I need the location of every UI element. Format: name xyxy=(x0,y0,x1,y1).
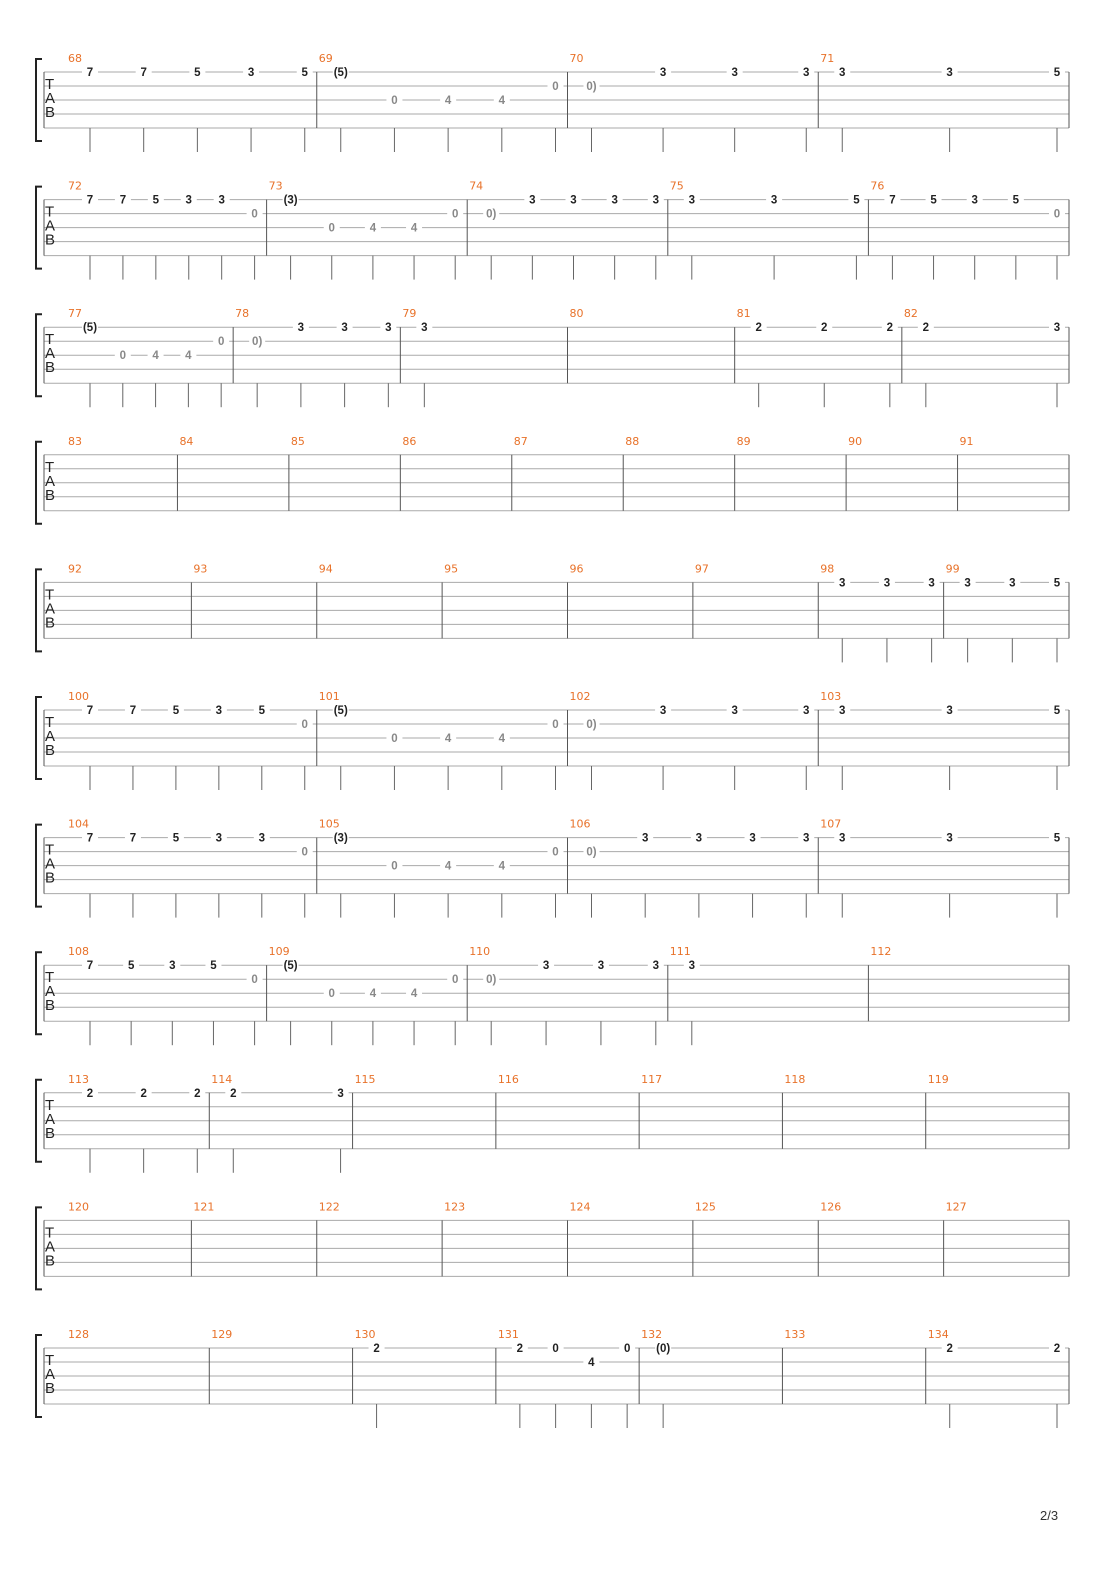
fret-number: 0 xyxy=(328,222,335,235)
system-bracket xyxy=(36,952,42,1034)
measure-number: 84 xyxy=(179,434,194,448)
measure-number: 92 xyxy=(68,562,82,576)
fret-number: 2 xyxy=(140,1087,147,1100)
measure-number: 93 xyxy=(193,562,208,576)
fret-number: 3 xyxy=(946,832,953,845)
measure-number: 108 xyxy=(68,945,89,959)
fret-number: 2 xyxy=(922,322,930,335)
measure-number: 100 xyxy=(68,690,89,703)
measure-number: 130 xyxy=(354,1328,376,1341)
fret-number: 7 xyxy=(129,705,137,717)
tab-clef-letter: A xyxy=(45,472,56,490)
fret-number: 7 xyxy=(86,705,94,717)
measure-number: 120 xyxy=(68,1200,89,1214)
fret-number: 5 xyxy=(1012,194,1020,207)
system-bracket xyxy=(36,1207,42,1289)
fret-number: 3 xyxy=(652,194,660,207)
measure-number: 128 xyxy=(68,1328,89,1341)
fret-number: 2 xyxy=(1053,1343,1061,1355)
measure-number: 69 xyxy=(318,52,333,65)
fret-number: 3 xyxy=(883,577,891,590)
fret-number: 0 xyxy=(391,733,398,745)
tab-clef-letter: B xyxy=(45,231,56,249)
measure-number: 119 xyxy=(927,1072,949,1086)
fret-number: 2 xyxy=(821,322,828,335)
fret-number: 0 xyxy=(552,81,559,93)
measure-number: 109 xyxy=(268,945,290,959)
measure-number: 116 xyxy=(497,1072,519,1086)
fret-number: (5) xyxy=(333,67,348,79)
tab-system xyxy=(36,818,1069,918)
fret-number: 5 xyxy=(1053,832,1061,845)
fret-number: 7 xyxy=(86,960,94,973)
measure-number: 132 xyxy=(641,1328,663,1341)
measure-number: 106 xyxy=(569,817,591,831)
measure-number: 95 xyxy=(444,562,459,576)
fret-number: 4 xyxy=(498,860,506,873)
system-bracket xyxy=(36,697,42,779)
measure-number: 101 xyxy=(318,690,340,703)
tab-clef-letter: B xyxy=(45,486,56,504)
fret-number: 3 xyxy=(749,832,756,845)
tab-clef-letter: A xyxy=(45,728,56,745)
fret-number: 2 xyxy=(86,1087,94,1100)
fret-number: 3 xyxy=(839,67,846,79)
fret-number: 5 xyxy=(301,67,308,79)
tab-clef-letter: T xyxy=(45,1224,55,1242)
tab-clef-letter: B xyxy=(45,1124,56,1142)
tab-clef-letter: B xyxy=(45,742,56,759)
measure-number: 127 xyxy=(945,1200,967,1214)
fret-number: 7 xyxy=(86,194,94,207)
system-bracket xyxy=(36,314,42,396)
fret-number: 3 xyxy=(297,322,305,335)
fret-number: 2 xyxy=(886,322,894,335)
fret-number: 3 xyxy=(1009,577,1016,590)
system-bracket xyxy=(36,59,42,141)
fret-number: 3 xyxy=(641,832,649,845)
tab-clef-letter: A xyxy=(45,217,56,235)
fret-number: 3 xyxy=(946,705,953,717)
fret-number: 3 xyxy=(770,194,778,207)
fret-number: 0 xyxy=(552,719,559,731)
fret-number: 3 xyxy=(529,194,536,207)
fret-number: 3 xyxy=(839,832,846,845)
fret-number: 5 xyxy=(172,705,180,717)
measure-number: 91 xyxy=(959,434,974,448)
fret-number: 7 xyxy=(119,194,127,207)
tab-system xyxy=(36,945,1069,1045)
measure-number: 114 xyxy=(211,1072,233,1086)
tab-system xyxy=(36,1328,1069,1428)
tab-clef-letter: T xyxy=(45,586,55,604)
fret-number: 3 xyxy=(803,705,810,717)
fret-number: 2 xyxy=(516,1343,524,1355)
tab-clef-letter: A xyxy=(45,1110,56,1128)
measure-number: 104 xyxy=(68,817,89,831)
fret-number: 0 xyxy=(552,1343,559,1355)
fret-number: 5 xyxy=(930,194,937,207)
tab-system xyxy=(36,435,1069,524)
measure-number: 112 xyxy=(870,945,892,959)
fret-number: (3) xyxy=(283,194,298,207)
measure-number: 77 xyxy=(68,307,82,321)
fret-number: 7 xyxy=(889,194,896,207)
measure-number: 131 xyxy=(497,1328,519,1341)
fret-number: 3 xyxy=(341,322,348,335)
measure-number: 122 xyxy=(318,1200,340,1214)
tab-clef-letter: A xyxy=(45,1238,56,1256)
tab-clef-letter: B xyxy=(45,997,56,1015)
fret-number: 4 xyxy=(444,733,452,745)
fret-number: 0 xyxy=(552,846,559,859)
measure-number: 88 xyxy=(625,434,640,448)
fret-number: 0 xyxy=(391,95,398,107)
system-bracket xyxy=(36,442,42,524)
fret-number: 5 xyxy=(1053,577,1061,590)
fret-number: 2 xyxy=(373,1343,380,1355)
fret-number: 3 xyxy=(542,960,550,973)
measure-number: 83 xyxy=(68,434,82,448)
system-bracket xyxy=(36,1080,42,1162)
measure-number: 96 xyxy=(569,562,584,576)
measure-number: 90 xyxy=(848,434,863,448)
fret-number: 4 xyxy=(369,222,377,235)
measure-number: 87 xyxy=(513,434,528,448)
measure-number: 103 xyxy=(820,690,842,703)
fret-number: 3 xyxy=(1053,322,1061,335)
fret-number: 4 xyxy=(410,222,418,235)
fret-number: 3 xyxy=(215,832,223,845)
fret-number: 7 xyxy=(86,67,94,79)
tab-clef-letter: A xyxy=(45,600,56,618)
fret-number: 3 xyxy=(169,960,176,973)
fret-number: 3 xyxy=(839,577,846,590)
tab-clef-letter: T xyxy=(45,714,55,731)
tab-clef-letter: A xyxy=(45,90,56,107)
fret-number: 4 xyxy=(498,95,506,107)
fret-number: 3 xyxy=(659,67,667,79)
tab-clef-letter: B xyxy=(45,104,56,121)
fret-number: 4 xyxy=(498,733,506,745)
fret-number: 7 xyxy=(140,67,147,79)
fret-number: 3 xyxy=(731,705,738,717)
fret-number: 0 xyxy=(301,846,308,859)
fret-number: 4 xyxy=(152,350,159,363)
tab-clef-letter: T xyxy=(45,203,55,221)
fret-number: 3 xyxy=(803,832,810,845)
fret-number: 3 xyxy=(185,194,192,207)
tab-system xyxy=(36,307,1069,407)
fret-number: 5 xyxy=(853,194,860,207)
fret-number: 5 xyxy=(194,67,201,79)
measure-number: 125 xyxy=(694,1200,716,1214)
fret-number: (0) xyxy=(656,1343,671,1355)
fret-number: 3 xyxy=(659,705,667,717)
fret-number: 3 xyxy=(215,705,223,717)
fret-number: 5 xyxy=(1053,67,1061,79)
fret-number: 7 xyxy=(129,832,137,845)
fret-number: 4 xyxy=(410,988,418,1001)
fret-number: 3 xyxy=(928,577,935,590)
fret-number: 3 xyxy=(247,67,255,79)
tab-clef-letter: A xyxy=(45,1366,56,1383)
tab-clef-letter: T xyxy=(45,969,55,987)
fret-number: (3) xyxy=(333,832,348,845)
measure-number: 126 xyxy=(820,1200,842,1214)
fret-number: 0 xyxy=(301,719,308,731)
tab-clef-letter: A xyxy=(45,855,56,873)
fret-number: 4 xyxy=(444,860,452,873)
tab-clef-letter: B xyxy=(45,1380,56,1397)
measure-number: 76 xyxy=(870,179,885,193)
measure-number: 82 xyxy=(903,307,918,321)
measure-number: 72 xyxy=(68,179,82,193)
fret-number: 3 xyxy=(385,322,392,335)
fret-number: 3 xyxy=(652,960,660,973)
measure-number: 121 xyxy=(193,1200,215,1214)
fret-number: 4 xyxy=(185,350,192,363)
fret-number: 3 xyxy=(611,194,618,207)
tab-clef-letter: T xyxy=(45,76,55,93)
fret-number: 2 xyxy=(230,1087,237,1100)
fret-number: 5 xyxy=(258,705,266,717)
measure-number: 113 xyxy=(68,1072,89,1086)
fret-number: (5) xyxy=(333,705,348,717)
measure-number: 105 xyxy=(318,817,340,831)
fret-number: 0 xyxy=(1053,208,1061,221)
measure-number: 79 xyxy=(402,307,417,321)
fret-number: 2 xyxy=(946,1343,953,1355)
system-bracket xyxy=(36,187,42,269)
fret-number: 4 xyxy=(369,988,377,1001)
fret-number: 3 xyxy=(731,67,738,79)
fret-number: 0) xyxy=(586,846,597,859)
fret-number: 4 xyxy=(444,95,452,107)
measure-number: 102 xyxy=(569,690,591,703)
fret-number: 2 xyxy=(194,1087,201,1100)
tab-system xyxy=(36,1073,1069,1173)
measure-number: 124 xyxy=(569,1200,591,1214)
tab-clef-letter: T xyxy=(45,458,55,476)
measure-number: 71 xyxy=(820,52,835,65)
measure-number: 99 xyxy=(945,562,960,576)
system-bracket xyxy=(36,1335,42,1417)
measure-number: 78 xyxy=(235,307,250,321)
fret-number: 3 xyxy=(258,832,266,845)
fret-number: 3 xyxy=(971,194,978,207)
fret-number: 0 xyxy=(391,860,398,873)
fret-number: 5 xyxy=(1053,705,1061,717)
system-bracket xyxy=(36,825,42,907)
tab-clef-letter: T xyxy=(45,1352,55,1369)
measure-number: 94 xyxy=(318,562,333,576)
tab-clef-letter: B xyxy=(45,1252,56,1270)
fret-number: 7 xyxy=(86,832,94,845)
fret-number: 0 xyxy=(217,336,225,349)
tab-clef-letter: B xyxy=(45,359,56,377)
fret-number: 0 xyxy=(119,350,126,363)
tab-system xyxy=(36,180,1069,280)
tab-clef-letter: A xyxy=(45,983,56,1001)
fret-number: 0 xyxy=(251,974,258,987)
tab-clef-letter: A xyxy=(45,345,56,363)
measure-number: 97 xyxy=(694,562,709,576)
fret-number: 4 xyxy=(588,1357,595,1369)
fret-number: 3 xyxy=(695,832,703,845)
measure-number: 115 xyxy=(354,1072,376,1086)
fret-number: 0 xyxy=(451,974,459,987)
fret-number: 0) xyxy=(486,208,497,221)
fret-number: 3 xyxy=(803,67,810,79)
fret-number: 5 xyxy=(172,832,180,845)
measure-number: 86 xyxy=(402,434,417,448)
fret-number: 3 xyxy=(946,67,953,79)
measure-number: 129 xyxy=(211,1328,233,1341)
fret-number: 3 xyxy=(218,194,225,207)
measure-number: 111 xyxy=(669,945,691,959)
fret-number: 3 xyxy=(688,960,696,973)
fret-number: 3 xyxy=(688,194,696,207)
fret-number: 3 xyxy=(597,960,605,973)
measure-number: 73 xyxy=(268,179,283,193)
fret-number: 3 xyxy=(964,577,971,590)
measure-number: 70 xyxy=(569,52,584,65)
fret-number: 3 xyxy=(570,194,577,207)
fret-number: (5) xyxy=(283,960,298,973)
tab-system xyxy=(36,690,1069,790)
fret-number: 5 xyxy=(210,960,217,973)
fret-number: 0) xyxy=(252,336,263,349)
measure-number: 80 xyxy=(569,307,584,321)
measure-number: 133 xyxy=(784,1328,806,1341)
tab-clef-letter: T xyxy=(45,331,55,349)
fret-number: 3 xyxy=(421,322,428,335)
page-number: 2/3 xyxy=(1040,1508,1059,1523)
fret-number: 0) xyxy=(486,974,497,987)
tab-system xyxy=(36,52,1069,152)
measure-number: 85 xyxy=(290,434,305,448)
measure-number: 117 xyxy=(641,1072,663,1086)
measure-number: 107 xyxy=(820,817,842,831)
tab-system xyxy=(36,562,1069,662)
measure-number: 134 xyxy=(927,1328,949,1341)
fret-number: 3 xyxy=(839,705,846,717)
system-bracket xyxy=(36,569,42,651)
fret-number: 0 xyxy=(328,988,335,1001)
measure-number: 68 xyxy=(68,52,82,65)
fret-number: 0 xyxy=(251,208,258,221)
measure-number: 123 xyxy=(444,1200,466,1214)
fret-number: 2 xyxy=(755,322,762,335)
measure-number: 75 xyxy=(669,179,684,193)
fret-number: (5) xyxy=(82,322,98,335)
tab-clef-letter: T xyxy=(45,841,55,859)
fret-number: 0) xyxy=(586,81,597,93)
fret-number: 3 xyxy=(337,1087,344,1100)
tab-clef-letter: T xyxy=(45,1096,55,1114)
fret-number: 5 xyxy=(127,960,135,973)
measure-number: 98 xyxy=(820,562,835,576)
tab-clef-letter: B xyxy=(45,614,56,632)
fret-number: 0) xyxy=(586,719,597,731)
measure-number: 74 xyxy=(469,179,484,193)
fret-number: 5 xyxy=(152,194,160,207)
measure-number: 81 xyxy=(736,307,751,321)
fret-number: 0 xyxy=(623,1343,631,1355)
measure-number: 110 xyxy=(469,945,491,959)
tab-clef-letter: B xyxy=(45,869,56,887)
measure-number: 118 xyxy=(784,1072,806,1086)
tab-system xyxy=(36,1200,1069,1289)
measure-number: 89 xyxy=(736,434,751,448)
fret-number: 0 xyxy=(451,208,459,221)
